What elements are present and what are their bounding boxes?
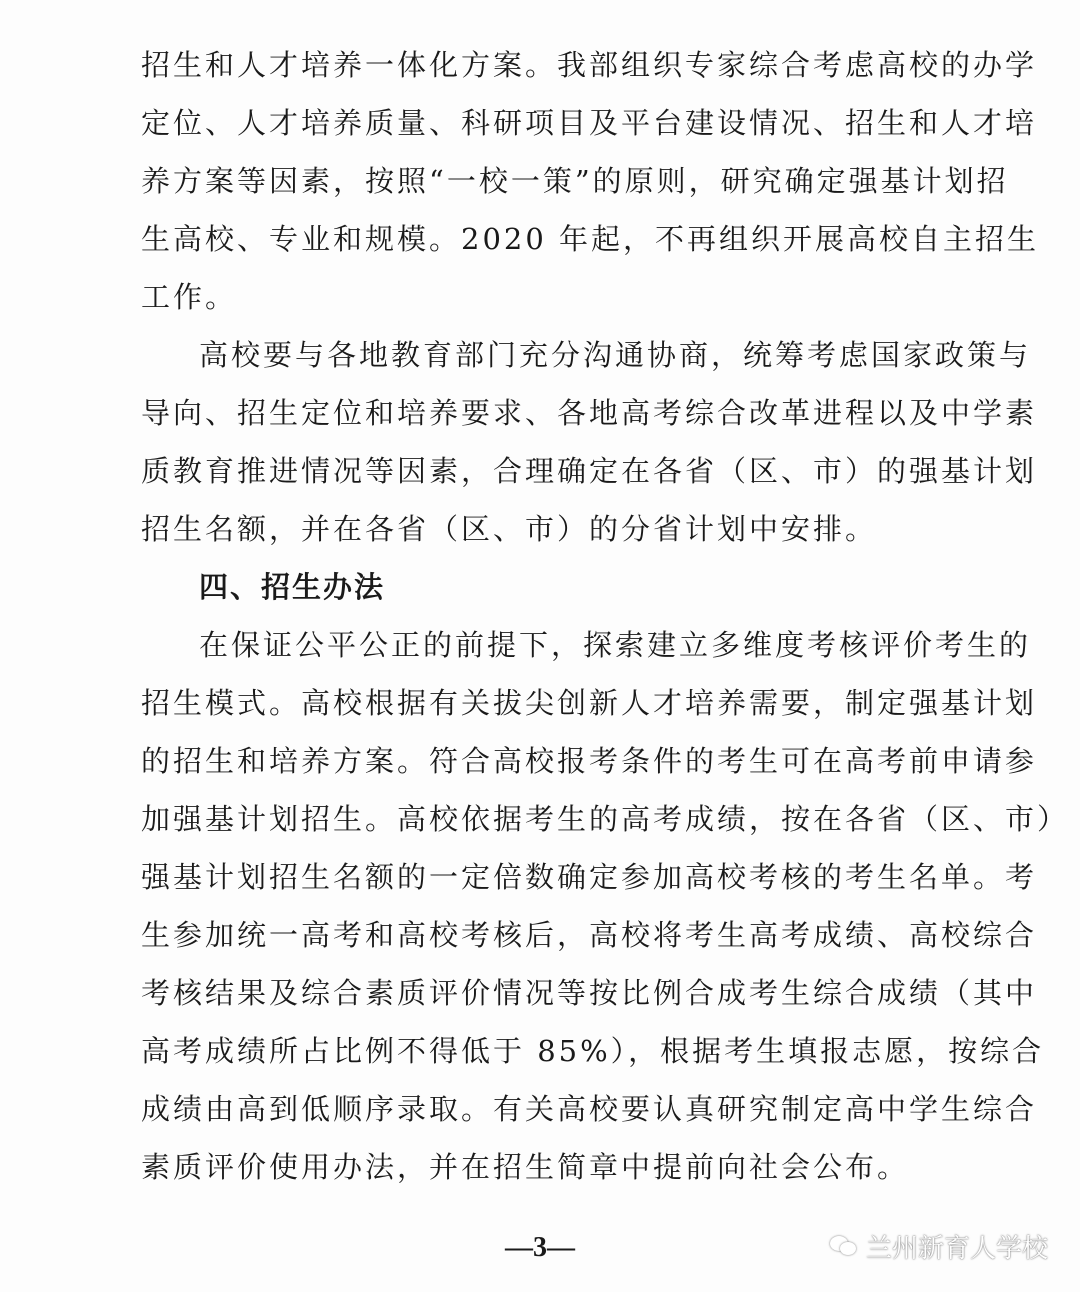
text-line: 考核结果及综合素质评价情况等按比例合成考生综合成绩（其中: [141, 976, 1038, 1010]
text-line: 高考成绩所占比例不得低于 85%），根据考生填报志愿，按综合: [141, 1034, 1045, 1068]
text-line: 生参加统一高考和高校考核后，高校将考生高考成绩、高校综合: [141, 918, 1038, 952]
text-line: 招生名额，并在各省（区、市）的分省计划中安排。: [141, 512, 878, 546]
document-body: [141, 36, 1070, 1196]
text-line: 定位、人才培养质量、科研项目及平台建设情况、招生和人才培: [141, 106, 1038, 140]
text-line: 导向、招生定位和培养要求、各地高考综合改革进程以及中学素: [141, 396, 1038, 430]
text-line: 工作。: [141, 280, 238, 314]
text-line: 素质评价使用办法，并在招生简章中提前向社会公布。: [141, 1150, 910, 1184]
text-line: 生高校、专业和规模。2020 年起，不再组织开展高校自主招生: [141, 222, 1040, 256]
watermark: [830, 1226, 1048, 1266]
page-number: —3—: [505, 1232, 575, 1263]
text-line: 养方案等因素，按照“一校一策”的原则，研究确定强基计划招: [141, 164, 1009, 198]
section-paragraph: [141, 616, 1070, 1196]
text-line: 的招生和培养方案。符合高校报考条件的考生可在高考前申请参: [141, 744, 1038, 778]
text-line: 加强基计划招生。高校依据考生的高考成绩，按在各省（区、市）: [141, 802, 1070, 836]
text-line: 高校要与各地教育部门充分沟通协商，统筹考虑国家政策与: [199, 338, 1032, 372]
watermark-text: 兰州新育人学校: [865, 1233, 1048, 1264]
text-line: 成绩由高到低顺序录取。有关高校要认真研究制定高中学生综合: [141, 1092, 1038, 1126]
paragraph-1: [141, 36, 1040, 326]
text-line: 强基计划招生名额的一定倍数确定参加高校考核的考生名单。考: [141, 860, 1038, 894]
section-heading: 四、招生办法: [199, 570, 386, 604]
text-line: 招生和人才培养一体化方案。我部组织专家综合考虑高校的办学: [141, 48, 1038, 82]
wechat-icon: [830, 1234, 858, 1258]
text-line: 在保证公平公正的前提下，探索建立多维度考核评价考生的: [199, 628, 1032, 662]
paragraph-2: [141, 326, 1038, 558]
text-line: 质教育推进情况等因素，合理确定在各省（区、市）的强基计划: [141, 454, 1038, 488]
text-line: 招生模式。高校根据有关拔尖创新人才培养需要，制定强基计划: [141, 686, 1038, 720]
